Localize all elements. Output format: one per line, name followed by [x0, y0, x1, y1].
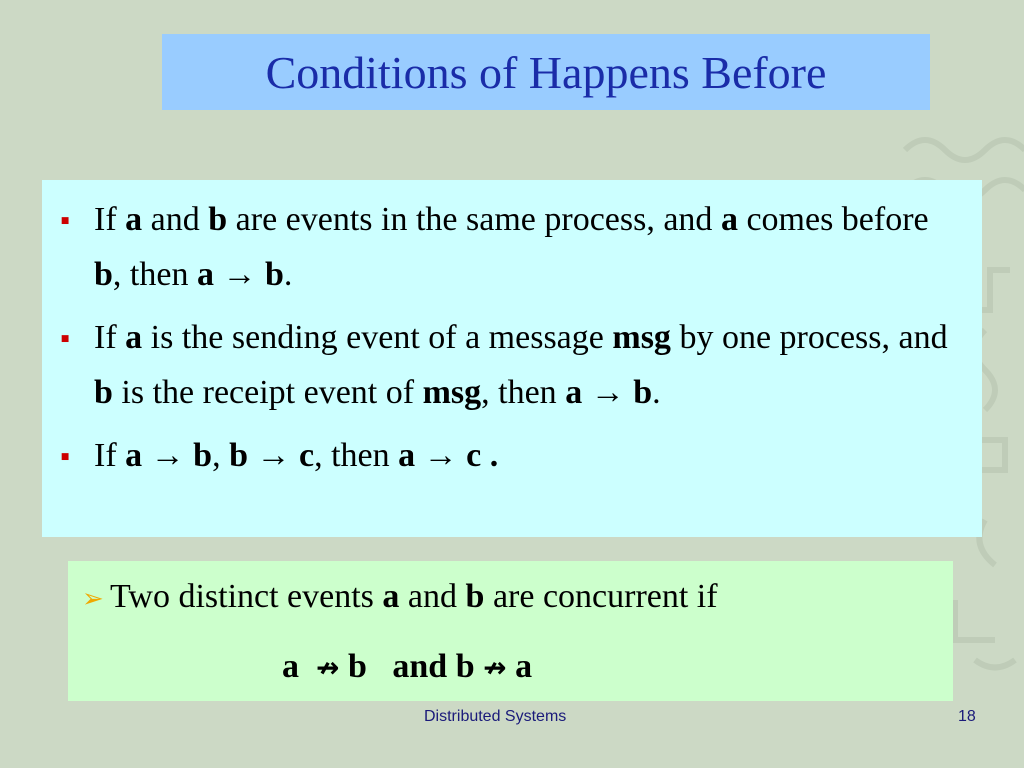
- arrow-bullet-icon: ➢: [82, 584, 104, 614]
- bold-term: c: [299, 437, 315, 474]
- bold-term: b: [94, 374, 113, 411]
- bold-term: b: [208, 201, 228, 238]
- formula-a2: a: [515, 648, 533, 685]
- concurrency-statement: [82, 575, 953, 621]
- formula-a: a: [282, 648, 299, 685]
- bold-term: b: [229, 437, 248, 474]
- bold-term: →: [222, 256, 257, 293]
- bold-term: b: [264, 256, 284, 293]
- bold-term: →: [150, 437, 185, 474]
- footer-title: Distributed Systems: [424, 708, 567, 725]
- concurrency-box: [68, 561, 953, 701]
- bullet-text: If a is the sending event of a message msg by one process, and b is the receipt event of msg, then a → b.: [94, 319, 948, 411]
- bullet-item: [94, 428, 956, 483]
- title-box: [162, 34, 930, 110]
- page-number: 18: [958, 708, 976, 725]
- bullet-item: [94, 192, 956, 302]
- bold-term: .: [489, 437, 499, 474]
- bold-term: a: [382, 578, 400, 615]
- bold-term: c: [466, 437, 482, 474]
- conditions-box: [42, 180, 982, 537]
- bold-term: a: [565, 374, 583, 411]
- not-arrow-icon: ↛: [483, 651, 507, 684]
- bullet-text: If a → b, b → c, then a → c .: [94, 437, 499, 474]
- bold-term: msg: [422, 374, 482, 411]
- square-bullet-icon: [58, 192, 72, 249]
- bullet-text: If a and b are events in the same process, and a comes before b, then a → b.: [94, 201, 929, 293]
- bold-term: a: [196, 256, 214, 293]
- concurrency-formula: [282, 645, 532, 690]
- bullet-item: [94, 310, 956, 420]
- bold-term: msg: [612, 319, 671, 356]
- bold-term: b: [633, 374, 653, 411]
- bold-term: →: [590, 374, 625, 411]
- bold-term: b: [94, 256, 113, 293]
- bold-term: a: [125, 319, 143, 356]
- bold-term: a: [125, 437, 143, 474]
- bold-term: a: [720, 201, 738, 238]
- slide-title: Conditions of Happens Before: [265, 46, 827, 98]
- bold-term: b: [465, 578, 485, 615]
- formula-b: b: [347, 648, 367, 685]
- not-arrow-icon: ↛: [316, 651, 340, 684]
- bold-term: a: [398, 437, 416, 474]
- square-bullet-icon: [58, 428, 72, 485]
- formula-and: and b: [392, 648, 475, 685]
- concurrency-text: Two distinct events a and b are concurrent if: [110, 578, 718, 615]
- square-bullet-icon: [58, 310, 72, 367]
- bold-term: →: [423, 437, 458, 474]
- bold-term: a: [125, 201, 143, 238]
- bold-term: b: [193, 437, 213, 474]
- bold-term: →: [256, 437, 291, 474]
